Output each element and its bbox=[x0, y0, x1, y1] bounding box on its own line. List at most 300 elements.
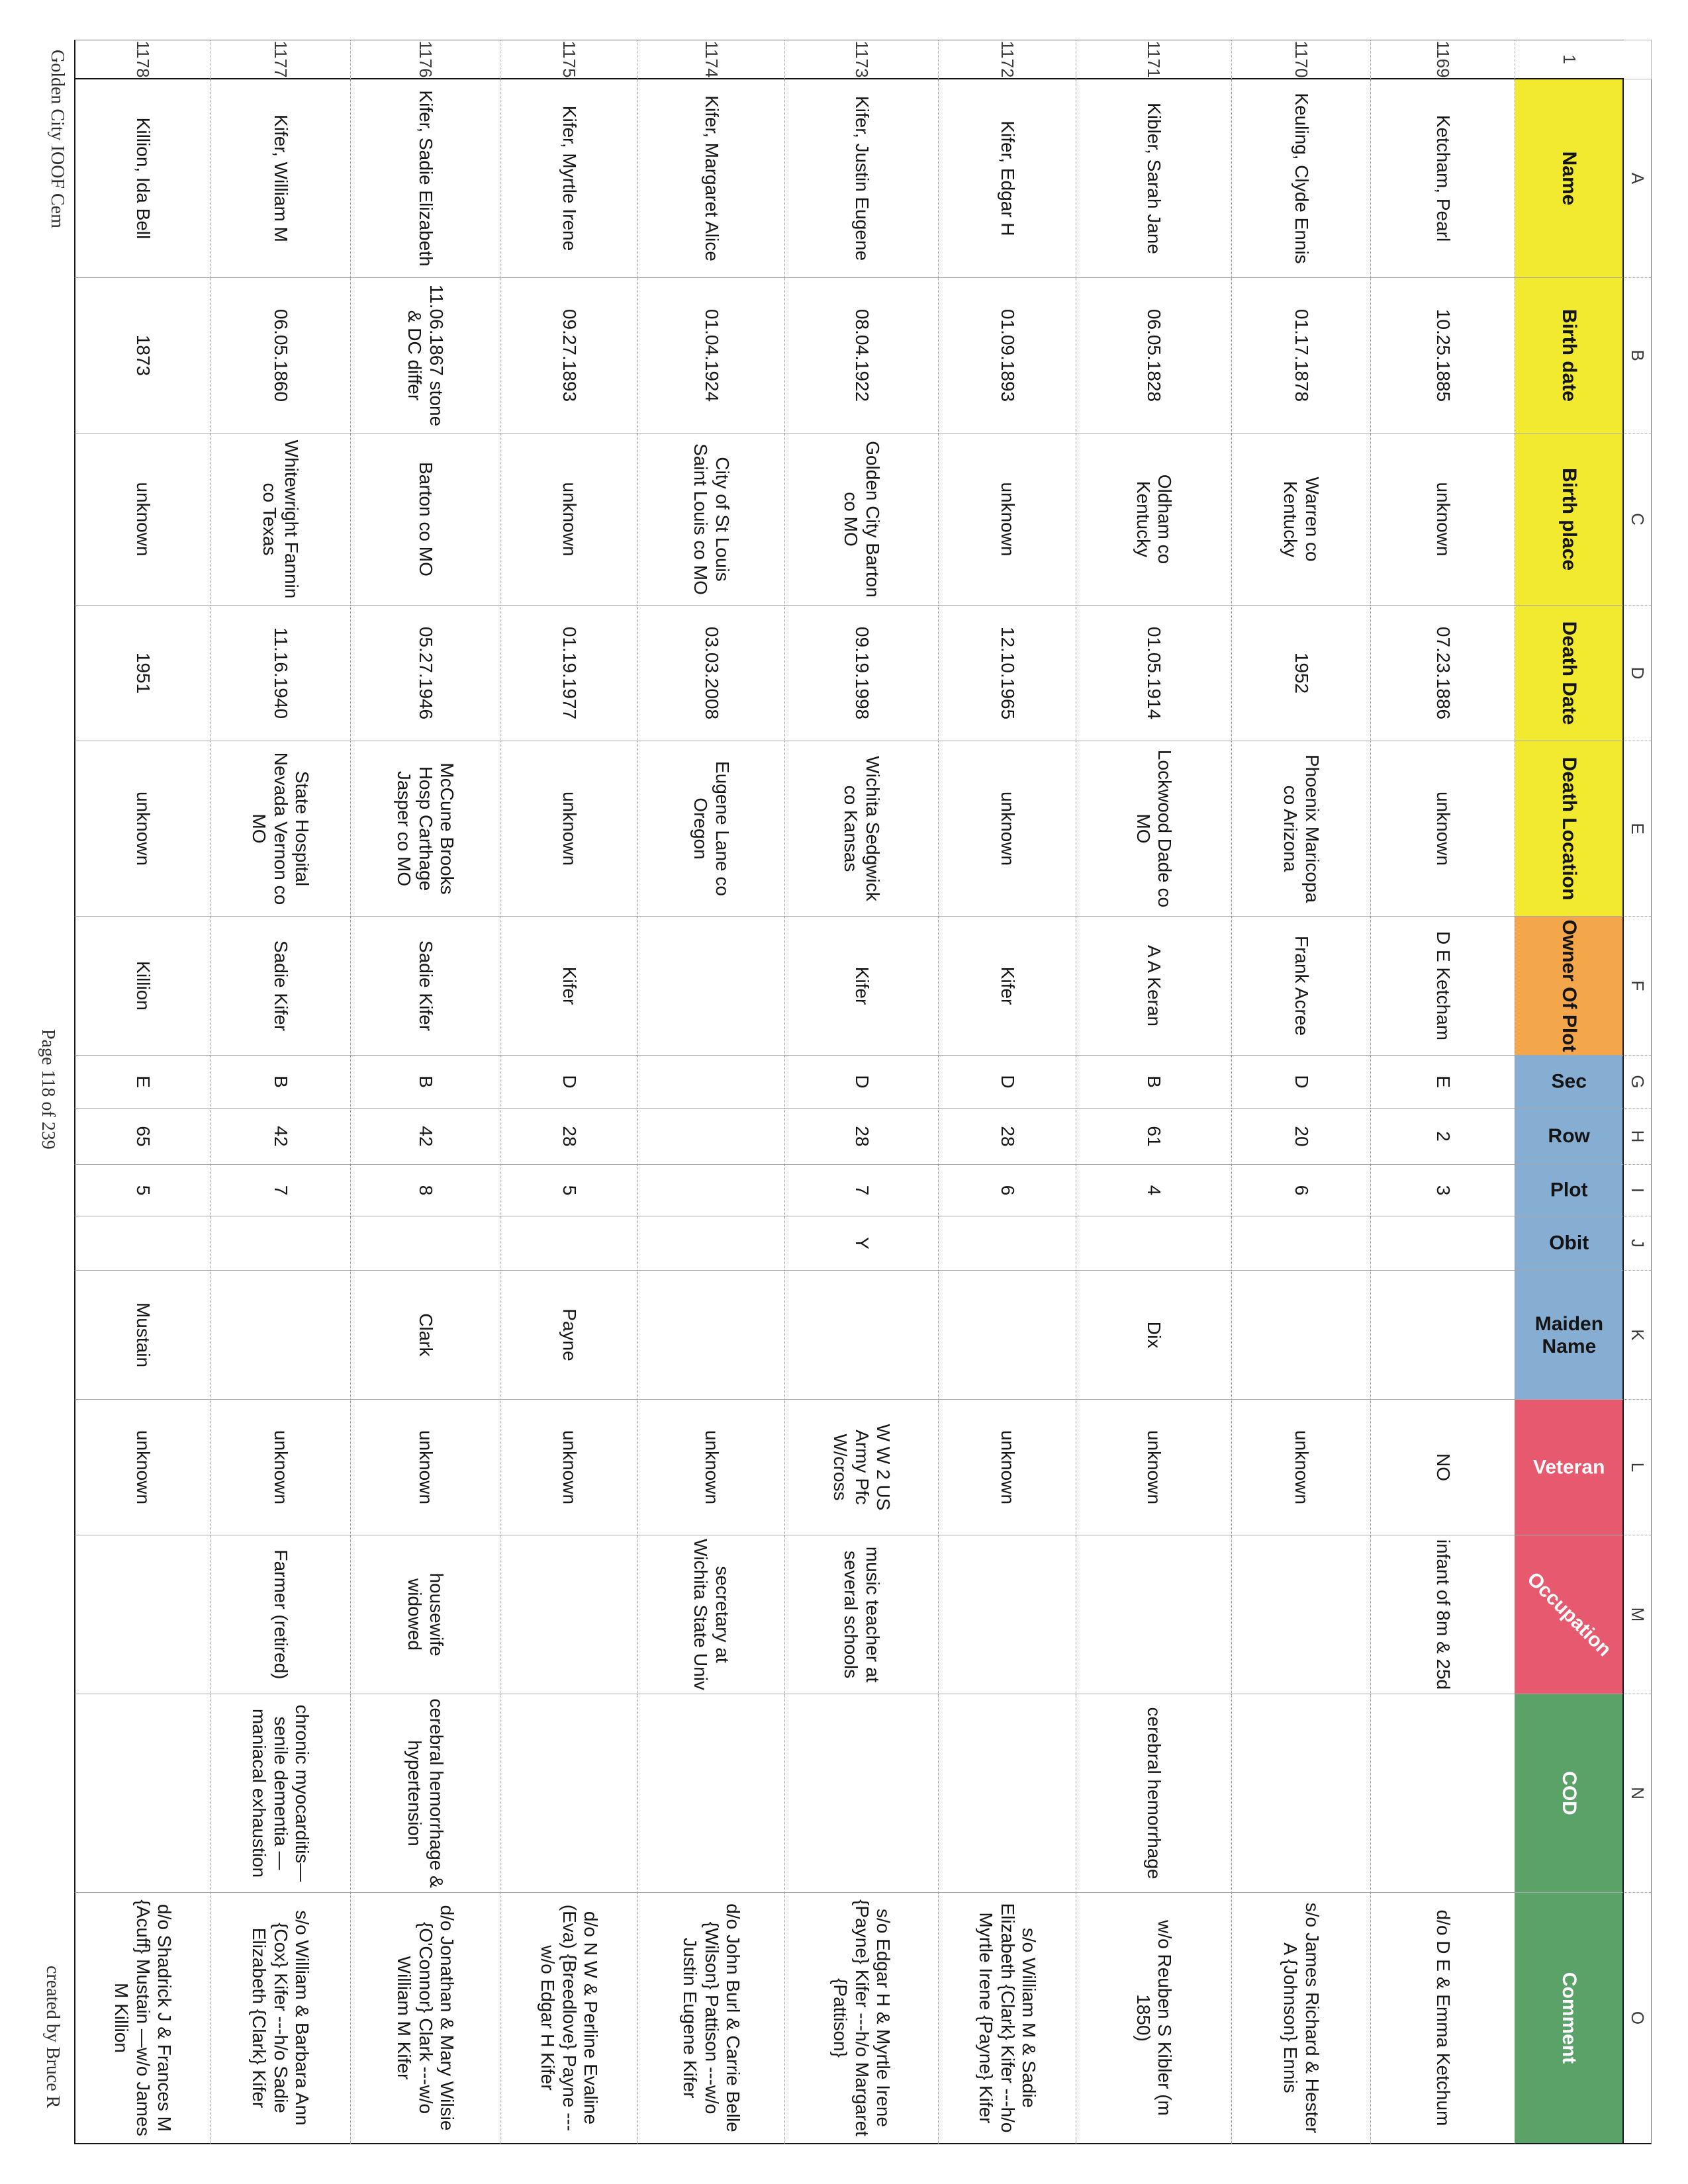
cell-birth-date-text: 09.27.1893 bbox=[559, 308, 580, 402]
column-header-sec-text: Sec bbox=[1551, 1070, 1587, 1093]
cell-comment bbox=[784, 1893, 938, 2144]
cell-birth-date-text: 1873 bbox=[132, 334, 154, 377]
cell-death-location-text: unknown bbox=[132, 791, 154, 866]
cell-row bbox=[210, 1109, 350, 1165]
cell-death-date bbox=[784, 606, 938, 741]
cell-occupation bbox=[210, 1535, 350, 1694]
row-number-text: 1176 bbox=[416, 40, 436, 78]
cell-death-location bbox=[350, 741, 500, 917]
cell-row-text: 42 bbox=[270, 1126, 291, 1147]
cell-veteran bbox=[210, 1400, 350, 1535]
cell-occupation-text: Farmer (retired) bbox=[270, 1549, 291, 1680]
cell-name bbox=[500, 79, 637, 278]
cell-name-text: Kibler, Sarah Jane bbox=[1144, 103, 1165, 254]
cell-death-location-text: State Hospital Nevada Vernon co MO bbox=[249, 752, 313, 905]
cell-cod-text: chronic myocarditis— senile dementia —maniacal exhaustion bbox=[249, 1704, 313, 1882]
cell-plot-text: 5 bbox=[559, 1185, 580, 1196]
column-letter-f bbox=[1624, 917, 1652, 1056]
cell-plot-text: 4 bbox=[1144, 1185, 1165, 1196]
column-header-owner-of-plot bbox=[1515, 917, 1624, 1056]
column-header-death-date bbox=[1515, 606, 1624, 741]
cell-veteran bbox=[637, 1400, 784, 1535]
cell-row bbox=[350, 1109, 500, 1165]
footer-cemetery-name: Golden City IOOF Cem bbox=[47, 50, 68, 228]
cell-maiden-name bbox=[74, 1271, 210, 1400]
cell-birth-place-text: Whitewright Fannin co Texas bbox=[259, 439, 302, 599]
cell-birth-date bbox=[210, 278, 350, 433]
cell-veteran bbox=[350, 1400, 500, 1535]
cell-birth-place bbox=[1076, 433, 1231, 606]
cell-name-text: Keuling, Clyde Ennis bbox=[1291, 93, 1312, 264]
column-header-cod bbox=[1515, 1694, 1624, 1893]
cell-row bbox=[1370, 1109, 1515, 1165]
cell-owner-of-plot bbox=[74, 917, 210, 1056]
cell-veteran-text: unknown bbox=[1291, 1430, 1312, 1505]
cell-plot bbox=[1076, 1165, 1231, 1216]
cell-plot bbox=[637, 1165, 784, 1216]
cell-death-date bbox=[74, 606, 210, 741]
cell-name bbox=[74, 79, 210, 278]
cell-name bbox=[637, 79, 784, 278]
cell-comment bbox=[637, 1893, 784, 2144]
column-header-name bbox=[1515, 79, 1624, 278]
cell-death-date bbox=[500, 606, 637, 741]
column-header-maiden-name-text: Maiden Name bbox=[1534, 1312, 1603, 1357]
cell-owner-of-plot bbox=[784, 917, 938, 1056]
cell-birth-place bbox=[637, 433, 784, 606]
cell-maiden-name-text: Mustain bbox=[132, 1302, 154, 1368]
cell-death-location bbox=[210, 741, 350, 917]
cell-birth-date-text: 01.04.1924 bbox=[701, 308, 722, 402]
column-header-death-location bbox=[1515, 741, 1624, 917]
cell-owner-of-plot-text: Kifer bbox=[997, 966, 1018, 1005]
spreadsheet-grid bbox=[74, 40, 1652, 2144]
column-letter-n-text: N bbox=[1628, 1787, 1648, 1799]
cell-birth-place-text: unknown bbox=[559, 482, 580, 557]
cell-death-date-text: 03.03.2008 bbox=[701, 626, 722, 720]
column-letter-a-text: A bbox=[1628, 172, 1648, 185]
cell-plot bbox=[1370, 1165, 1515, 1216]
cell-birth-place-text: Oldham co Kentucky bbox=[1133, 474, 1176, 565]
column-header-veteran-text: Veteran bbox=[1532, 1456, 1605, 1479]
column-letter-l bbox=[1624, 1400, 1652, 1535]
cell-cod bbox=[1231, 1694, 1370, 1893]
cell-birth-date bbox=[784, 278, 938, 433]
footer-page-number: Page 118 of 239 bbox=[38, 1029, 58, 1150]
cell-maiden-name-text: Payne bbox=[559, 1308, 580, 1361]
cell-row bbox=[500, 1109, 637, 1165]
cell-owner-of-plot-text: Sadie Kifer bbox=[270, 940, 291, 1031]
cell-birth-place-text: Golden City Barton co MO bbox=[841, 441, 883, 598]
cell-birth-place-text: City of St Louis Saint Louis co MO bbox=[690, 443, 733, 595]
column-header-death-date-text: Death Date bbox=[1558, 621, 1580, 725]
cell-occupation-text: infant of 8m & 25d bbox=[1432, 1539, 1454, 1690]
row-number bbox=[74, 40, 210, 79]
cell-owner-of-plot-text: A A Keran bbox=[1144, 945, 1165, 1026]
cell-veteran-text: unknown bbox=[270, 1430, 291, 1505]
cell-comment-text: d/o N W & Perline Evaline (Eva) {Breedlove} Payne ---w/o Edgar H Kifer bbox=[538, 1904, 602, 2132]
column-header-death-location-text: Death Location bbox=[1558, 756, 1580, 901]
cell-owner-of-plot bbox=[350, 917, 500, 1056]
cell-name bbox=[1231, 79, 1370, 278]
column-letter-k-text: K bbox=[1628, 1329, 1648, 1341]
cell-obit bbox=[1231, 1216, 1370, 1271]
cell-death-location bbox=[1076, 741, 1231, 917]
cell-sec bbox=[74, 1056, 210, 1109]
column-header-maiden-name bbox=[1515, 1271, 1624, 1400]
cell-cod bbox=[74, 1694, 210, 1893]
cell-occupation bbox=[1370, 1535, 1515, 1694]
cell-row-text: 2 bbox=[1432, 1131, 1454, 1142]
cell-comment bbox=[1370, 1893, 1515, 2144]
cell-death-location bbox=[637, 741, 784, 917]
cell-death-location-text: Wichita Sedgwick co Kansas bbox=[841, 756, 883, 901]
cell-birth-place bbox=[350, 433, 500, 606]
cell-birth-date bbox=[938, 278, 1076, 433]
cell-comment bbox=[938, 1893, 1076, 2144]
column-letter-i bbox=[1624, 1165, 1652, 1216]
row-number bbox=[1076, 40, 1231, 79]
cell-birth-date bbox=[1076, 278, 1231, 433]
cell-birth-date-text: 01.09.1893 bbox=[997, 308, 1018, 402]
column-letter-i-text: I bbox=[1628, 1187, 1648, 1193]
cell-death-date bbox=[938, 606, 1076, 741]
cell-obit bbox=[500, 1216, 637, 1271]
column-header-birth-place bbox=[1515, 433, 1624, 606]
cell-death-date-text: 01.05.1914 bbox=[1144, 626, 1165, 720]
cell-plot bbox=[210, 1165, 350, 1216]
cell-sec-text: E bbox=[1432, 1075, 1454, 1088]
cell-plot bbox=[350, 1165, 500, 1216]
column-header-occupation-text: Occupation bbox=[1523, 1568, 1616, 1661]
column-letter-d-text: D bbox=[1628, 666, 1648, 680]
column-letter-e-text: E bbox=[1628, 823, 1648, 835]
cell-obit-text: Y bbox=[851, 1237, 872, 1250]
cell-veteran-text: unknown bbox=[559, 1430, 580, 1505]
cell-sec bbox=[500, 1056, 637, 1109]
cell-veteran-text: unknown bbox=[1144, 1430, 1165, 1505]
column-letter-g-text: G bbox=[1628, 1075, 1648, 1089]
cell-occupation-text: secretary at Wichita State Univ bbox=[690, 1539, 733, 1690]
cell-maiden-name bbox=[938, 1271, 1076, 1400]
cell-maiden-name bbox=[1231, 1271, 1370, 1400]
cell-comment bbox=[500, 1893, 637, 2144]
cell-comment-text: d/o John Burl & Carrie Belle {Wilson} Pattison ---w/o Justin Eugene Kifer bbox=[680, 1903, 744, 2132]
cell-birth-place-text: unknown bbox=[1432, 482, 1454, 557]
row-number-text: 1178 bbox=[133, 40, 153, 78]
column-letter-l-text: L bbox=[1628, 1462, 1648, 1473]
column-header-plot bbox=[1515, 1165, 1624, 1216]
cell-birth-date bbox=[637, 278, 784, 433]
cell-name-text: Kifer, William M bbox=[270, 114, 291, 242]
cell-obit bbox=[784, 1216, 938, 1271]
cell-comment bbox=[210, 1893, 350, 2144]
cell-birth-date-text: 01.17.1878 bbox=[1291, 308, 1312, 402]
corner-cell bbox=[1624, 40, 1652, 79]
cell-owner-of-plot-text: Frank Acree bbox=[1291, 936, 1312, 1036]
column-header-occupation bbox=[1515, 1535, 1624, 1694]
cell-sec-text: D bbox=[997, 1075, 1018, 1089]
column-header-sec bbox=[1515, 1056, 1624, 1109]
column-header-obit bbox=[1515, 1216, 1624, 1271]
cell-death-date-text: 01.19.1977 bbox=[559, 626, 580, 720]
cell-row-text: 20 bbox=[1291, 1126, 1312, 1147]
column-letter-o-text: O bbox=[1628, 2011, 1648, 2025]
cell-comment-text: s/o William & Barbara Ann {Cox} Kifer ---h/o Sadie Elizabeth {Clark} Kifer bbox=[249, 1910, 313, 2126]
cell-comment bbox=[1076, 1893, 1231, 2144]
cell-plot bbox=[784, 1165, 938, 1216]
column-letter-a bbox=[1624, 79, 1652, 278]
cell-sec-text: D bbox=[559, 1075, 580, 1089]
cell-comment bbox=[74, 1893, 210, 2144]
cell-birth-date-text: 11.06.1867 stone & DC differ bbox=[404, 284, 447, 427]
cell-owner-of-plot-text: Sadie Kifer bbox=[415, 940, 436, 1031]
cell-veteran-text: unknown bbox=[132, 1430, 154, 1505]
cell-row-text: 28 bbox=[997, 1126, 1018, 1147]
cell-birth-date bbox=[1231, 278, 1370, 433]
cell-sec-text: B bbox=[270, 1075, 291, 1088]
cell-owner-of-plot bbox=[1231, 917, 1370, 1056]
row-number bbox=[1231, 40, 1370, 79]
row-number-text: 1174 bbox=[702, 40, 722, 78]
cell-birth-place bbox=[938, 433, 1076, 606]
row-number-text: 1169 bbox=[1433, 40, 1453, 78]
cell-cod-text: cerebral hemorrhage bbox=[1144, 1707, 1165, 1880]
cell-cod bbox=[350, 1694, 500, 1893]
cell-comment-text: d/o Shadrick J & Frances M {Acuff} Mustain —w/o James M Killion bbox=[111, 1899, 175, 2136]
cell-row-text: 28 bbox=[851, 1126, 872, 1147]
cell-death-location bbox=[1370, 741, 1515, 917]
cell-plot-text: 5 bbox=[132, 1185, 154, 1196]
cell-occupation bbox=[1231, 1535, 1370, 1694]
cell-maiden-name bbox=[1370, 1271, 1515, 1400]
cell-death-date-text: 1951 bbox=[132, 652, 154, 694]
cell-death-location-text: Eugene Lane co Oregon bbox=[690, 761, 733, 896]
cell-row bbox=[1231, 1109, 1370, 1165]
cell-veteran-text: unknown bbox=[415, 1430, 436, 1505]
cell-sec-text: D bbox=[1291, 1075, 1312, 1089]
cell-plot-text: 6 bbox=[997, 1185, 1018, 1196]
cell-veteran bbox=[1370, 1400, 1515, 1535]
cell-veteran bbox=[74, 1400, 210, 1535]
column-header-plot-text: Plot bbox=[1550, 1179, 1588, 1201]
cell-death-location bbox=[74, 741, 210, 917]
cell-sec-text: B bbox=[1144, 1075, 1165, 1088]
cell-plot-text: 7 bbox=[270, 1185, 291, 1196]
column-header-comment bbox=[1515, 1893, 1624, 2144]
cell-name bbox=[938, 79, 1076, 278]
row-number bbox=[938, 40, 1076, 79]
cell-owner-of-plot bbox=[637, 917, 784, 1056]
cell-sec bbox=[1370, 1056, 1515, 1109]
footer-created-by: created by Bruce R bbox=[42, 1966, 63, 2109]
cell-birth-date bbox=[74, 278, 210, 433]
cell-death-date bbox=[1231, 606, 1370, 741]
cell-birth-place-text: unknown bbox=[132, 482, 154, 557]
cell-sec bbox=[1231, 1056, 1370, 1109]
column-letter-c bbox=[1624, 433, 1652, 606]
cell-veteran-text: NO bbox=[1432, 1453, 1454, 1481]
column-letter-d bbox=[1624, 606, 1652, 741]
cell-maiden-name bbox=[784, 1271, 938, 1400]
row-number-text: 1170 bbox=[1291, 40, 1311, 78]
row-number bbox=[637, 40, 784, 79]
cell-cod bbox=[1370, 1694, 1515, 1893]
cell-obit bbox=[74, 1216, 210, 1271]
row-number bbox=[210, 40, 350, 79]
column-header-row-text: Row bbox=[1548, 1125, 1590, 1148]
column-header-veteran bbox=[1515, 1400, 1624, 1535]
cell-row bbox=[938, 1109, 1076, 1165]
column-letter-h bbox=[1624, 1109, 1652, 1165]
cell-death-location-text: unknown bbox=[1432, 791, 1454, 866]
column-letter-o bbox=[1624, 1893, 1652, 2144]
cell-death-date-text: 12.10.1965 bbox=[997, 626, 1018, 720]
cell-owner-of-plot-text: Kifer bbox=[559, 966, 580, 1005]
cell-death-location bbox=[1231, 741, 1370, 917]
cell-death-date bbox=[210, 606, 350, 741]
cell-name-text: Kifer, Margaret Alice bbox=[701, 95, 722, 261]
cell-row bbox=[784, 1109, 938, 1165]
cell-obit bbox=[350, 1216, 500, 1271]
cell-occupation bbox=[74, 1535, 210, 1694]
cell-sec bbox=[350, 1056, 500, 1109]
cell-death-location-text: McCune Brooks Hosp Carthage Jasper co MO bbox=[394, 762, 458, 895]
row-number bbox=[350, 40, 500, 79]
column-letter-f-text: F bbox=[1628, 980, 1648, 991]
cell-birth-place bbox=[1370, 433, 1515, 606]
cell-death-date bbox=[1370, 606, 1515, 741]
column-letter-e bbox=[1624, 741, 1652, 917]
cell-birth-place bbox=[784, 433, 938, 606]
cell-maiden-name bbox=[500, 1271, 637, 1400]
cell-death-location bbox=[784, 741, 938, 917]
cell-name-text: Kifer, Edgar H bbox=[997, 120, 1018, 236]
cell-death-date-text: 1952 bbox=[1291, 652, 1312, 694]
column-header-row bbox=[1515, 1109, 1624, 1165]
cell-name bbox=[1370, 79, 1515, 278]
column-header-cod-text: COD bbox=[1558, 1771, 1580, 1815]
cell-occupation bbox=[500, 1535, 637, 1694]
cell-occupation bbox=[637, 1535, 784, 1694]
cell-death-location-text: unknown bbox=[559, 791, 580, 866]
column-letter-g bbox=[1624, 1056, 1652, 1109]
cell-occupation bbox=[350, 1535, 500, 1694]
cell-row-text: 65 bbox=[132, 1126, 154, 1147]
column-header-owner-of-plot-text: Owner Of Plot bbox=[1558, 919, 1580, 1052]
column-letter-j-text: J bbox=[1628, 1239, 1648, 1248]
cell-birth-date-text: 06.05.1860 bbox=[270, 308, 291, 402]
cell-row bbox=[637, 1109, 784, 1165]
cell-row bbox=[74, 1109, 210, 1165]
cell-plot-text: 3 bbox=[1432, 1185, 1454, 1196]
cell-name bbox=[784, 79, 938, 278]
cell-birth-place bbox=[210, 433, 350, 606]
column-letter-b-text: B bbox=[1628, 349, 1648, 361]
cell-maiden-name-text: Clark bbox=[415, 1313, 436, 1357]
cell-occupation-text: housewife widowed bbox=[404, 1572, 447, 1657]
cell-name bbox=[210, 79, 350, 278]
cell-comment bbox=[1231, 1893, 1370, 2144]
cell-veteran-text: unknown bbox=[701, 1430, 722, 1505]
cell-sec bbox=[784, 1056, 938, 1109]
cell-maiden-name-text: Dix bbox=[1144, 1321, 1165, 1349]
cell-comment-text: w/o Reuben S Kibler (m 1850) bbox=[1133, 1920, 1176, 2116]
cell-owner-of-plot-text: Killion bbox=[132, 961, 154, 1011]
cell-owner-of-plot bbox=[1370, 917, 1515, 1056]
row-number bbox=[784, 40, 938, 79]
cell-plot bbox=[500, 1165, 637, 1216]
header-row-number bbox=[1515, 40, 1624, 79]
cell-sec bbox=[637, 1056, 784, 1109]
cell-birth-place-text: unknown bbox=[997, 482, 1018, 557]
cell-birth-date-text: 08.04.1922 bbox=[851, 308, 872, 402]
cell-maiden-name bbox=[210, 1271, 350, 1400]
cell-death-date bbox=[637, 606, 784, 741]
cell-row bbox=[1076, 1109, 1231, 1165]
cell-sec bbox=[210, 1056, 350, 1109]
row-number-text: 1171 bbox=[1144, 40, 1164, 78]
cell-occupation bbox=[1076, 1535, 1231, 1694]
row-number bbox=[500, 40, 637, 79]
cell-comment bbox=[350, 1893, 500, 2144]
cell-birth-date bbox=[1370, 278, 1515, 433]
cell-birth-place-text: Warren co Kentucky bbox=[1280, 477, 1323, 562]
cell-death-date bbox=[1076, 606, 1231, 741]
cell-birth-date-text: 06.05.1828 bbox=[1144, 308, 1165, 402]
cell-obit bbox=[1076, 1216, 1231, 1271]
cell-death-location-text: Lockwood Dade co MO bbox=[1133, 749, 1176, 908]
cell-row-text: 28 bbox=[559, 1126, 580, 1147]
cell-name-text: Kifer, Sadie Elizabeth bbox=[415, 90, 436, 267]
cell-veteran bbox=[784, 1400, 938, 1535]
cell-plot-text: 6 bbox=[1291, 1185, 1312, 1196]
cell-cod bbox=[500, 1694, 637, 1893]
cell-maiden-name bbox=[637, 1271, 784, 1400]
cell-name-text: Ketcham, Pearl bbox=[1432, 114, 1454, 242]
cell-cod-text: cerebral hemorrhage & hypertension bbox=[404, 1698, 447, 1888]
cell-comment-text: s/o William M & Sadie Elizabeth {Clark} Kifer ---h/o Myrtle Irene {Payne} Kifer bbox=[976, 1903, 1040, 2133]
cell-name-text: Kifer, Justin Eugene bbox=[851, 95, 872, 261]
cell-death-date-text: 07.23.1886 bbox=[1432, 626, 1454, 720]
cell-death-date bbox=[350, 606, 500, 741]
cell-comment-text: d/o Jonathan & Mary Wilsie {O'Connor} Clark ---w/o William M Kifer bbox=[394, 1905, 458, 2131]
cell-plot-text: 7 bbox=[851, 1185, 872, 1196]
cell-sec bbox=[1076, 1056, 1231, 1109]
column-letter-h-text: H bbox=[1628, 1130, 1648, 1143]
cell-comment-text: s/o Edgar H & Myrtle Irene {Payne} Kifer ---h/o Margaret {Pattison} bbox=[830, 1899, 894, 2136]
column-letter-k bbox=[1624, 1271, 1652, 1400]
cell-birth-date bbox=[350, 278, 500, 433]
column-letter-n bbox=[1624, 1694, 1652, 1893]
cell-birth-date-text: 10.25.1885 bbox=[1432, 308, 1454, 402]
cell-row-text: 42 bbox=[415, 1126, 436, 1147]
cell-owner-of-plot-text: Kifer bbox=[851, 966, 872, 1005]
cell-maiden-name bbox=[350, 1271, 500, 1400]
cell-birth-place-text: Barton co MO bbox=[415, 462, 436, 576]
cell-sec bbox=[938, 1056, 1076, 1109]
cell-birth-place bbox=[500, 433, 637, 606]
cell-veteran bbox=[938, 1400, 1076, 1535]
header-row-number-text: 1 bbox=[1560, 54, 1580, 64]
cell-owner-of-plot bbox=[210, 917, 350, 1056]
cell-sec-text: B bbox=[415, 1075, 436, 1088]
cell-death-location bbox=[500, 741, 637, 917]
cell-veteran-text: unknown bbox=[997, 1430, 1018, 1505]
cell-comment-text: s/o James Richard & Hester A {Johnson} Ennis bbox=[1280, 1902, 1323, 2134]
cell-maiden-name bbox=[1076, 1271, 1231, 1400]
cell-plot bbox=[1231, 1165, 1370, 1216]
